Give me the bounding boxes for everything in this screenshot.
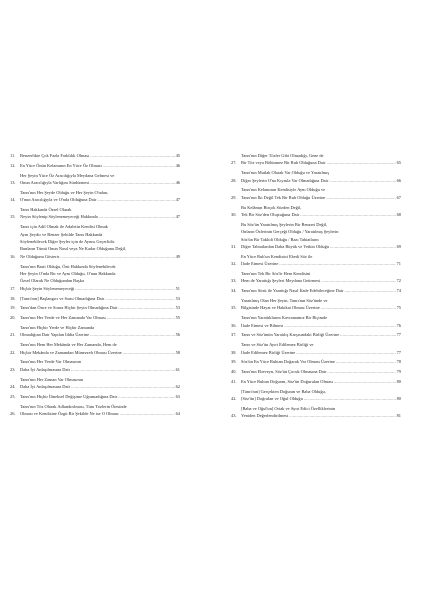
toc-entry [231, 297, 401, 312]
toc-entry-title-line: Daha İyi Anlaşılmasına Dair [20, 366, 71, 372]
toc-entry-number: 36. [231, 322, 237, 328]
toc-entry [10, 295, 180, 302]
toc-entry-title-line: Söylenebilecek Diğer Şeyler için de Aynısı Geçerlidir. [20, 239, 116, 245]
toc-entry-title-line: Tanrı'nın Kelamının Kendisiyle Aynı Olduğu ve [241, 187, 326, 193]
toc-entry-title-line: En Yüce Ruh'un Kendisini Ebedi Söz ile [241, 253, 313, 259]
toc-entry-title-line: Diğer Şeylerin O'na Kıyasla Var Olmadığına Dair [241, 177, 329, 183]
toc-entry-title-line: [Tanrı'nın] Başlangıcı ve Sonu Olmadığına Dair [20, 295, 105, 301]
toc-entry-number: 20. [10, 315, 16, 321]
toc-entry-page-number: 47 [175, 214, 180, 220]
toc-entry-page-number: 51 [175, 285, 180, 291]
toc-entry-number: 35. [231, 305, 237, 311]
dot-leader [326, 194, 395, 201]
toc-entry-page-number: 47 [175, 197, 180, 203]
toc-entry-number: 38. [231, 349, 237, 355]
toc-entry-title-line: Daha İyi Anlaşılmasına Dair [20, 384, 71, 390]
dot-leader [105, 295, 174, 302]
toc-entry [10, 162, 180, 169]
toc-entry-title-line: En Yüce Önün Kelamının En Yüce Öz Olması [20, 162, 102, 168]
toc-entry-page-number: 81 [396, 413, 401, 419]
toc-entry [10, 263, 180, 293]
toc-entry-number: 43. [231, 413, 237, 419]
toc-entry-page-number: 64 [175, 411, 180, 417]
toc-entry [231, 287, 401, 294]
toc-entry-number: 31. [231, 244, 237, 250]
toc-entry-title-line: Yeniden Değerlendirilmesi [241, 413, 289, 419]
toc-entry-title-line: Tanrı'nın Her Zaman Var Olmasının [20, 376, 84, 382]
toc-entry [10, 152, 180, 159]
toc-entry [10, 206, 180, 221]
dot-leader [340, 331, 395, 338]
toc-entry-title-line: Tanrı'nın Hiçbir İlineksel Değişime Uğramadığına Dair [20, 393, 118, 399]
toc-entry-page-number: 77 [396, 332, 401, 338]
toc-entry [231, 405, 401, 420]
toc-entry-page-number: 80 [396, 379, 401, 385]
toc-entry-number: 41. [231, 379, 237, 385]
dot-leader [118, 393, 174, 400]
toc-entry-number: 30. [231, 212, 237, 218]
dot-leader [71, 366, 174, 373]
toc-entry-number: 34. [231, 288, 237, 294]
toc-entry-page-number: 72 [396, 278, 401, 284]
toc-entry [231, 270, 401, 285]
toc-entry [231, 368, 401, 375]
toc-left-column [10, 152, 180, 420]
toc-entry-title-line: Onların Özlerinin Gerçeği Olduğu / Yaratılmış Şeylerin [241, 229, 339, 235]
toc-entry [10, 223, 180, 260]
toc-entry-page-number: 53 [175, 305, 180, 311]
toc-entry-page-number: 46 [175, 180, 180, 185]
toc-entry [10, 358, 180, 373]
toc-entry-title-line: Söz'ün Bir Taklidi Olduğu / Bazı Tabiatların [241, 236, 319, 242]
dot-leader [90, 152, 174, 159]
toc-entry [10, 314, 180, 321]
toc-entry-title-line: Olmadığına Dair Yapılan İddia Üzerine [20, 332, 90, 338]
toc-entry-number: 24. [10, 384, 16, 390]
toc-entry-number: 13. [10, 180, 16, 185]
toc-entry [231, 169, 401, 184]
toc-entry-title-line: Tanrı'nın Töz Olarak Adlandırılması, Tüm Tözlerin Ötesinde [20, 403, 127, 409]
toc-entry-title-line: Özsel Olarak Ne Olduğundan Başka [20, 278, 84, 284]
toc-entry-title-line: Tanrı'nın Her Şeyde Olduğu ve Her Şeyin O'ndan, [20, 189, 109, 195]
toc-entry-number: 12. [10, 162, 16, 168]
toc-entry-page-number: 58 [175, 349, 180, 355]
dot-leader [90, 179, 174, 186]
dot-leader [120, 410, 175, 417]
toc-entry-number: 29. [231, 194, 237, 200]
toc-entry-page-number: 78 [396, 359, 401, 365]
toc-entry-title-line: Tanrı ve Söz'ünün Yaratılış Karşısındaki Birliği Üzerine [241, 332, 340, 338]
toc-entry-number: 32. [231, 261, 237, 267]
dot-leader [321, 277, 395, 284]
toc-entry-title-line: Ne Olduğunu Gösterir [20, 253, 60, 259]
toc-entry [231, 388, 401, 403]
toc-entry-number: 14. [10, 197, 16, 203]
toc-entry-title-line: İfade Etmesi ve Bilmesi [241, 322, 284, 328]
toc-entry-page-number: 61 [175, 366, 180, 372]
dot-leader [329, 177, 395, 184]
dot-leader [336, 358, 396, 365]
toc-entry-page-number: 66 [396, 177, 401, 183]
toc-entry-page-number: 56 [175, 332, 180, 338]
toc-entry-number: 18. [10, 295, 16, 301]
toc-entry [231, 186, 401, 201]
toc-entry-title-line: Bunların Tümü Onun Nasıl veya Ne Kadar Olduğunu Değil, [20, 246, 127, 252]
dot-leader [321, 304, 396, 311]
toc-entry-title-line: Tanrı'nın Yarattıklarını Kavramamız Bir Biçimde [241, 315, 328, 321]
toc-entry-title-line: Tanrı'nın Tek Bir Söz'le Hem Kendisini [241, 271, 311, 277]
toc-entry-title-line: [Tanrı'nın] Gerçekten Doğuran ve Baba Olduğu, [241, 388, 326, 394]
toc-entry-number: 37. [231, 332, 237, 338]
toc-entry-title-line: Bir Töz veya Bölünmez Bir Ruh Olduğuna Dair [241, 160, 326, 166]
toc-entry [10, 341, 180, 356]
toc-entry-title-line: Bu Söz'ün Yaratılmış Şeylerin Bir Benzeri Değil, [241, 221, 328, 227]
dot-leader [300, 211, 395, 218]
toc-entry-number: 42. [231, 396, 237, 402]
toc-entry-title-line: Onun Aracılığıyla Varlığını Sürdürmesi [20, 180, 90, 185]
dot-leader [75, 285, 174, 292]
toc-entry-title-line: Hiçbir Mekânda ve Zamandan Münezzeh Olması Üzerine [20, 349, 122, 355]
toc-entry [10, 376, 180, 391]
toc-entry-title-line: O'nun Aracılığıyla ve O'nda Olduğuna Dair [20, 197, 97, 203]
toc-entry-number: 11. [10, 153, 16, 158]
toc-entry-title-line: Aynı Şeydir ve Benzer Şekilde Tanrı Hakkında [20, 231, 103, 237]
toc-entry-title-line: Tanrı'nın Sözü ile Yarattığı Nasıl İfade Edebileceğine Dair [241, 288, 344, 294]
toc-entry-title-line: [Baba ve Oğul'un] Ortak ve Ayırt Edici Özelliklerinin [241, 406, 336, 412]
toc-entry [10, 189, 180, 204]
toc-entry [10, 393, 180, 400]
toc-entry-title-line: Her Şeyin O'nda Bir ve Aynı Olduğu, O'nun Hakkında [20, 271, 116, 277]
toc-entry [231, 378, 401, 385]
toc-entry [231, 341, 401, 356]
toc-entry-page-number: 77 [396, 349, 401, 355]
toc-entry [231, 358, 401, 365]
dot-leader [103, 162, 175, 169]
toc-entry [10, 403, 180, 418]
toc-entry [231, 331, 401, 338]
toc-entry-number: 25. [10, 393, 16, 399]
toc-entry-title-line: Olması ve Kendisine Özgü Bir Şekilde Ne ise O Olması [20, 411, 119, 417]
toc-entry-title-line: Tanrı'nın Hem Her Mekânda ve Her Zamanda, Hem de [20, 342, 117, 348]
toc-entry-title-line: İfade Edilemez Birliği Üzerine [241, 349, 296, 355]
toc-entry-page-number: 74 [396, 288, 401, 294]
toc-entry-title-line: Tanrı'nın Mutlak Olarak Var Olduğu ve Yaratılmış [241, 170, 330, 176]
toc-entry [10, 172, 180, 187]
toc-entry-page-number: 80 [396, 396, 401, 402]
toc-entry-title-line: Tanrı'nın Basit Olduğu, Özü Hakkında Söylenebilecek [20, 263, 116, 269]
toc-entry-title-line: İfade Etmesi Üzerine [241, 261, 279, 267]
toc-entry [231, 204, 401, 219]
toc-entry-page-number: 46 [175, 162, 180, 168]
toc-entry-number: 15. [10, 214, 16, 220]
dot-leader [344, 287, 395, 294]
toc-entry-number: 33. [231, 278, 237, 284]
toc-entry-page-number: 65 [396, 160, 401, 166]
toc-entry-title-line: Diğer Tabiatlardan Daha Büyük ve Yetkin Olduğu [241, 244, 330, 250]
dot-leader [71, 383, 174, 390]
dot-leader [90, 331, 174, 338]
toc-entry [10, 324, 180, 339]
toc-entry-title-line: Tanrı'nın Ebeveyn, Söz'ün Çocuk Olmasına Dair [241, 369, 327, 375]
toc-entry-number: 28. [231, 177, 237, 183]
toc-entry [231, 314, 401, 329]
toc-entry [231, 152, 401, 167]
toc-entry-page-number: 67 [396, 194, 401, 200]
toc-right-column [231, 152, 401, 422]
toc-entry-number: 40. [231, 369, 237, 375]
toc-entry-page-number: 68 [396, 212, 401, 218]
toc-entry-title-line: Tanrı ve Söz'ün Ayırt Edilemez Birliği ve [241, 342, 314, 348]
toc-entry [231, 221, 401, 251]
toc-entry-title-line: Her Şeyin Yüce Öz Aracılığıyla Meydana Gelmesi ve [20, 172, 115, 178]
toc-entry-title-line: Tanrı'nın Her Yerde ve Her Zamanda Var Olması [20, 315, 106, 321]
toc-entry-number: 26. [10, 411, 16, 417]
toc-entry-title-line: Bilgisinde Hayat ve Hakikat Olması Üzerine [241, 305, 320, 311]
toc-entry-page-number: 75 [396, 305, 401, 311]
dot-leader [284, 322, 395, 329]
dot-leader [330, 243, 396, 250]
toc-entry-title-line: Tanrı için Adil Olmak ile Adaletin Kendisi Olmak [20, 224, 108, 230]
dot-leader [97, 196, 174, 203]
toc-entry-number: 23. [10, 366, 16, 372]
toc-entry-title-line: [Söz'ün] Doğrulan ve Oğul Olduğu [241, 396, 303, 402]
toc-entry-page-number: 55 [175, 315, 180, 321]
toc-entry-number: 22. [10, 349, 16, 355]
dot-leader [327, 368, 395, 375]
toc-entry-title-line: Hiçbir Şeyin Söylenemeyeceği [20, 285, 75, 291]
toc-entry-title-line: En Yüce Ruhun Doğuran, Söz'ün Doğurulan Olması [241, 379, 333, 385]
dot-leader [99, 213, 175, 220]
toc-entry-page-number: 62 [175, 384, 180, 390]
toc-entry-page-number: 76 [396, 322, 401, 328]
toc-entry-number: 19. [10, 305, 16, 311]
dot-leader [118, 304, 174, 311]
toc-entry-title-line: Tanrı'nın Hiçbir Yerde ve Hiçbir Zamanda [20, 325, 95, 331]
dot-leader [123, 349, 175, 356]
toc-entry-page-number: 69 [396, 244, 401, 250]
toc-entry-page-number: 79 [396, 369, 401, 375]
toc-entry-title-line: Söz'ün En Yüce Ruhtan Doğarak Var Olması Üzerine [241, 359, 335, 365]
toc-entry-title-line: Tanrı'nın Her Yerde Var Olmasının [20, 359, 82, 365]
toc-entry-page-number: 71 [396, 261, 401, 267]
dot-leader [279, 260, 395, 267]
toc-entry-number: 17. [10, 285, 16, 291]
toc-entry-title-line: Tek Bir Söz'den Oluştuğuna Dair [241, 212, 300, 218]
toc-entry-number: 16. [10, 253, 16, 259]
dot-leader [304, 395, 396, 402]
toc-entry [10, 304, 180, 311]
toc-entry-page-number: 63 [175, 393, 180, 399]
dot-leader [296, 349, 395, 356]
toc-entry-title-line: Yaratılmış Olan Her Şeyin, Tanrı'nın Söz'ünde ve [241, 298, 328, 304]
toc-entry [231, 253, 401, 268]
toc-entry-title-line: Tanrı'dan Önce ve Sonra Hiçbir Şeyin Olmadığına Dair [20, 305, 118, 311]
toc-entry-number: 27. [231, 160, 237, 166]
toc-entry-title-line: Hem de Yarattığı Şeyleri Meydana Getirmesi [241, 278, 321, 284]
dot-leader [60, 253, 174, 260]
dot-leader [289, 412, 395, 419]
dot-leader [334, 378, 396, 385]
toc-entry-title-line: Tanrı'nın Diğer Tözler Gibi Olmadığı, Gene de [241, 153, 324, 158]
toc-entry-title-line: Bu Kelâmın Birçok Sözden Değil, [241, 204, 302, 210]
toc-entry-number: 39. [231, 359, 237, 365]
toc-entry-page-number: 45 [175, 153, 180, 158]
dot-leader [326, 159, 395, 166]
toc-entry-number: 21. [10, 332, 16, 338]
toc-entry-page-number: 53 [175, 295, 180, 301]
dot-leader [107, 314, 175, 321]
toc-entry-title-line: Neyin Söylenip Söylenemeyeceği Hakkında [20, 214, 98, 220]
toc-entry-title-line: Tanrı'nın İki Değil Tek Bir Ruh Olduğu Üzerine [241, 194, 326, 200]
toc-entry-page-number: 49 [175, 253, 180, 259]
toc-entry-title-line: Tanrı Hakkında Özsel Olarak [20, 207, 72, 212]
toc-entry-title-line: Benzerlikte Çok Fazla Farklılık Olması [20, 153, 90, 158]
